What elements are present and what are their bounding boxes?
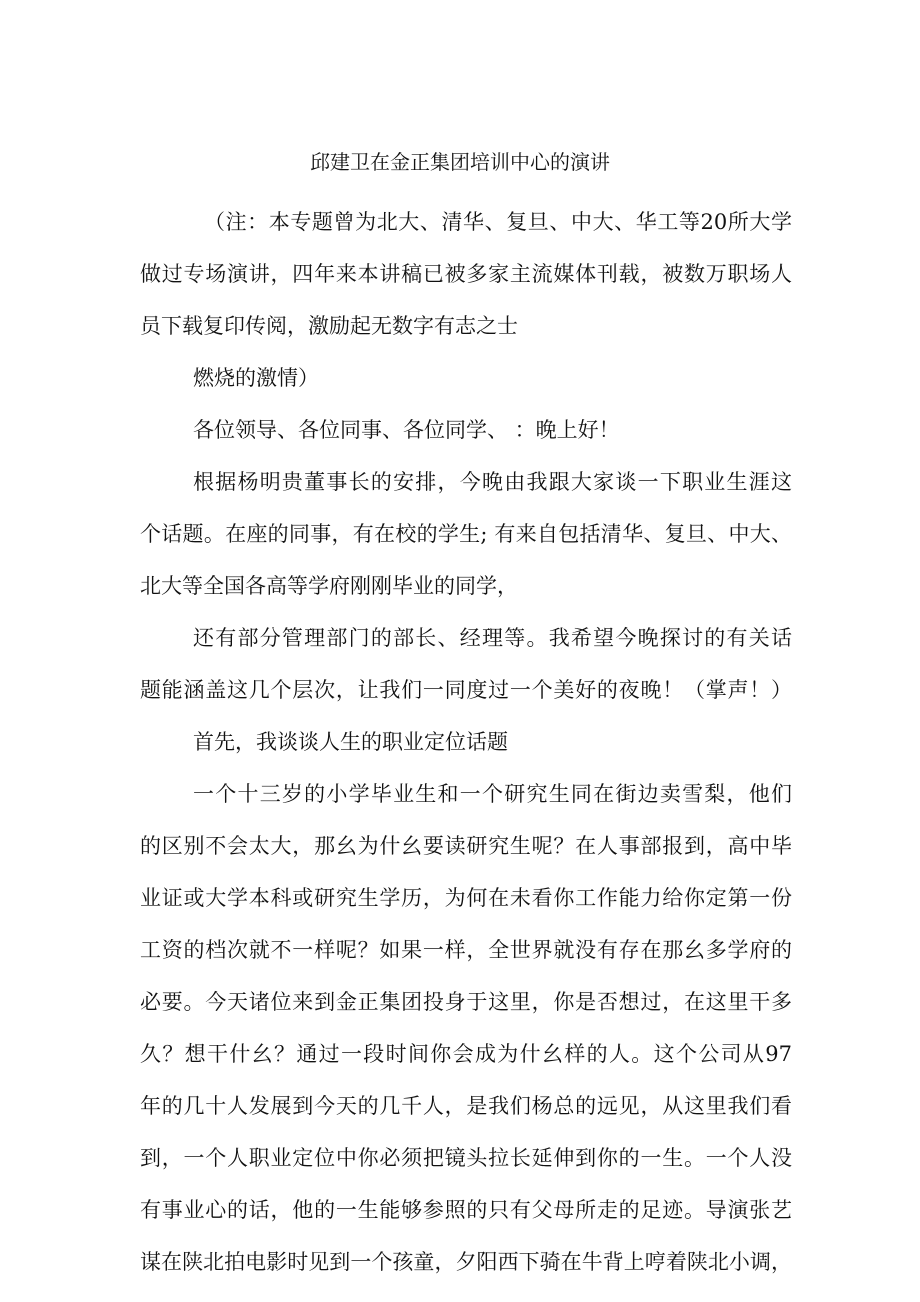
text-line: 业证或大学本科或研究生学历，为何在未看你工作能力给你定第一份 xyxy=(140,886,792,910)
text-line: 首先，我谈谈人生的职业定位话题 xyxy=(193,730,508,754)
text-line: 燃烧的激情） xyxy=(193,366,319,390)
text-line: 久？想干什幺？通过一段时间你会成为什幺样的人。这个公司从97 xyxy=(140,1042,792,1066)
text-line: 必要。今天诸位来到金正集团投身于这里，你是否想过，在这里干多 xyxy=(140,990,792,1014)
text-line: 个话题。在座的同事，有在校的学生; 有来自包括清华、复旦、中大、 xyxy=(140,522,792,546)
text-line: 到，一个人职业定位中你必须把镜头拉长延伸到你的一生。一个人没 xyxy=(140,1146,792,1170)
text-line: 员下载复印传阅，激励起无数字有志之士 xyxy=(140,314,518,338)
text-line: 题能涵盖这几个层次，让我们一同度过一个美好的夜晚！（掌声！） xyxy=(140,678,792,702)
text-line: 北大等全国各高等学府刚刚毕业的同学， xyxy=(140,574,518,598)
text-line: 各位领导、各位同事、各位同学、 ：晚上好！ xyxy=(193,418,620,442)
text-line: 一个十三岁的小学毕业生和一个研究生同在街边卖雪梨，他们 xyxy=(193,782,792,806)
text-line: 做过专场演讲，四年来本讲稿已被多家主流媒体刊载，被数万职场人 xyxy=(140,262,792,286)
document-body xyxy=(140,196,792,1288)
text-line: 还有部分管理部门的部长、经理等。我希望今晚探讨的有关话 xyxy=(193,626,792,650)
page-title: 邱建卫在金正集团培训中心的演讲 xyxy=(310,150,610,174)
text-line: 谋在陕北拍电影时见到一个孩童，夕阳西下骑在牛背上哼着陕北小调， xyxy=(140,1250,792,1274)
text-line: 年的几十人发展到今天的几千人，是我们杨总的远见，从这里我们看 xyxy=(140,1094,792,1118)
text-line: 有事业心的话，他的一生能够参照的只有父母所走的足迹。导演张艺 xyxy=(140,1198,792,1222)
text-line: 的区别不会太大，那幺为什幺要读研究生呢？在人事部报到，高中毕 xyxy=(140,834,792,858)
text-line: 根据杨明贵董事长的安排，今晚由我跟大家谈一下职业生涯这 xyxy=(193,470,792,494)
text-line: （注：本专题曾为北大、清华、复旦、中大、华工等20所大学 xyxy=(204,210,792,234)
text-line: 工资的档次就不一样呢？如果一样，全世界就没有存在那幺多学府的 xyxy=(140,938,792,962)
